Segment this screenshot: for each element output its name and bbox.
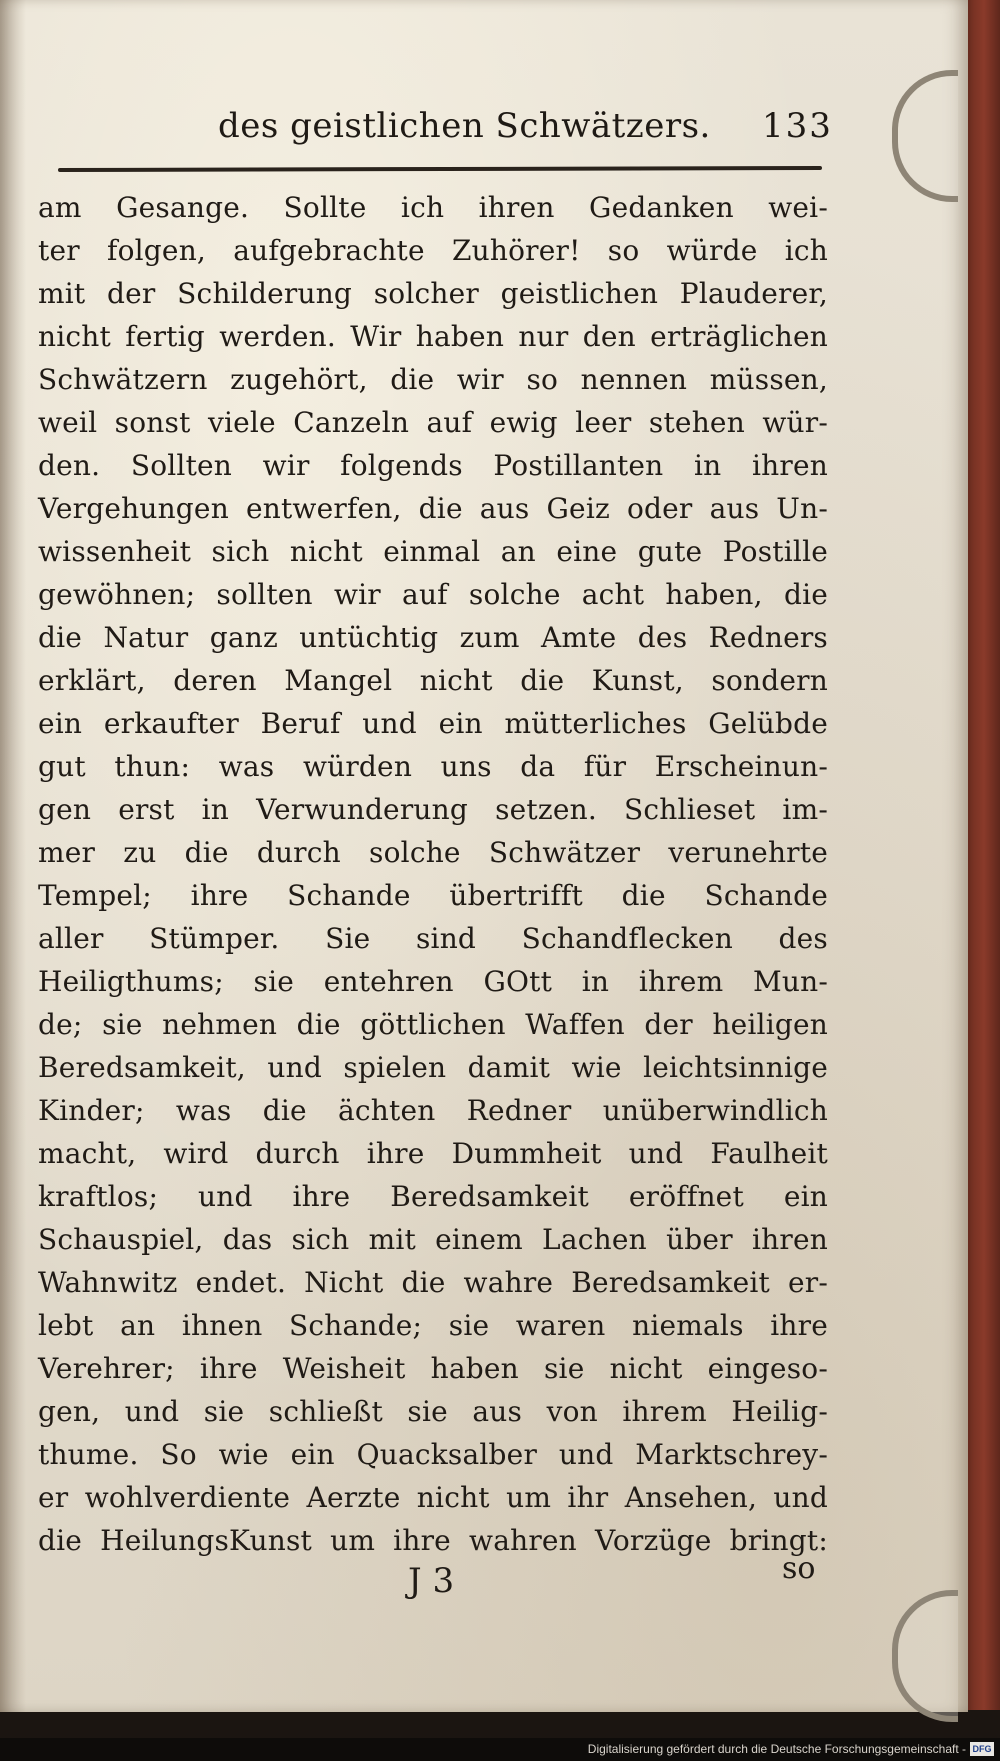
gutter-shadow bbox=[0, 0, 26, 1712]
text-line: ein erkaufter Beruf und ein mütterliches Gelübde bbox=[38, 707, 828, 740]
signature-mark: J 3 bbox=[408, 1561, 455, 1601]
page-number: 133 bbox=[762, 106, 833, 146]
credit-text: Digitalisierung gefördert durch die Deutsche Forschungsgemeinschaft - bbox=[587, 1742, 966, 1756]
text-line: den. Sollten wir folgends Postillanten in ihren bbox=[38, 449, 828, 482]
text-line: kraftlos; und ihre Beredsamkeit eröffnet ein bbox=[38, 1180, 828, 1213]
dfg-logo: DFG bbox=[970, 1742, 994, 1756]
running-head: des geistlichen Schwätzers. bbox=[218, 106, 711, 146]
text-line: gen erst in Verwunderung setzen. Schlieset im- bbox=[38, 793, 828, 826]
text-line: ter folgen, aufgebrachte Zuhörer! so würde ich bbox=[38, 234, 828, 267]
text-line: Schauspiel, das sich mit einem Lachen über ihren bbox=[38, 1223, 828, 1256]
text-line: die Natur ganz untüchtig zum Amte des Redners bbox=[38, 621, 828, 654]
clasp-ring-top bbox=[892, 70, 958, 202]
text-line: Heiligthums; sie entehren GOtt in ihrem Mun- bbox=[38, 965, 828, 998]
text-line: wissenheit sich nicht einmal an eine gute Postille bbox=[38, 535, 828, 568]
header-rule bbox=[58, 166, 822, 172]
text-line: am Gesange. Sollte ich ihren Gedanken wei- bbox=[38, 191, 828, 224]
text-line: Schwätzern zugehört, die wir so nennen müssen, bbox=[38, 363, 828, 396]
text-line: Vergehungen entwerfen, die aus Geiz oder aus Un- bbox=[38, 492, 828, 525]
text-line: macht, wird durch ihre Dummheit und Faulheit bbox=[38, 1137, 828, 1170]
body-text bbox=[38, 186, 828, 1562]
text-line: er wohlverdiente Aerzte nicht um ihr Ansehen, und bbox=[38, 1481, 828, 1514]
text-line: de; sie nehmen die göttlichen Waffen der heiligen bbox=[38, 1008, 828, 1041]
text-line: gewöhnen; sollten wir auf solche acht haben, die bbox=[38, 578, 828, 611]
text-line: aller Stümper. Sie sind Schandflecken des bbox=[38, 922, 828, 955]
text-line: thume. So wie ein Quacksalber und Marktschrey- bbox=[38, 1438, 828, 1471]
text-line: mit der Schilderung solcher geistlichen Plauderer, bbox=[38, 277, 828, 310]
catchword: so bbox=[782, 1551, 816, 1586]
text-line: gut thun: was würden uns da für Erscheinun- bbox=[38, 750, 828, 783]
text-line: Verehrer; ihre Weisheit haben sie nicht eingeso- bbox=[38, 1352, 828, 1385]
text-line: Wahnwitz endet. Nicht die wahre Beredsamkeit er- bbox=[38, 1266, 828, 1299]
text-line: Tempel; ihre Schande übertrifft die Schande bbox=[38, 879, 828, 912]
text-line: mer zu die durch solche Schwätzer verunehrte bbox=[38, 836, 828, 869]
text-line: weil sonst viele Canzeln auf ewig leer stehen wür- bbox=[38, 406, 828, 439]
text-line: lebt an ihnen Schande; sie waren niemals ihre bbox=[38, 1309, 828, 1342]
text-line: gen, und sie schließt sie aus von ihrem Heilig- bbox=[38, 1395, 828, 1428]
text-line: nicht fertig werden. Wir haben nur den erträglichen bbox=[38, 320, 828, 353]
digitization-credit-bar bbox=[0, 1738, 1000, 1761]
clasp-ring-bottom bbox=[892, 1590, 958, 1722]
text-line: Beredsamkeit, und spielen damit wie leichtsinnige bbox=[38, 1051, 828, 1084]
text-line: die HeilungsKunst um ihre wahren Vorzüge bringt: bbox=[38, 1524, 828, 1557]
text-line: Kinder; was die ächten Redner unüberwindlich bbox=[38, 1094, 828, 1127]
text-line: erklärt, deren Mangel nicht die Kunst, sondern bbox=[38, 664, 828, 697]
